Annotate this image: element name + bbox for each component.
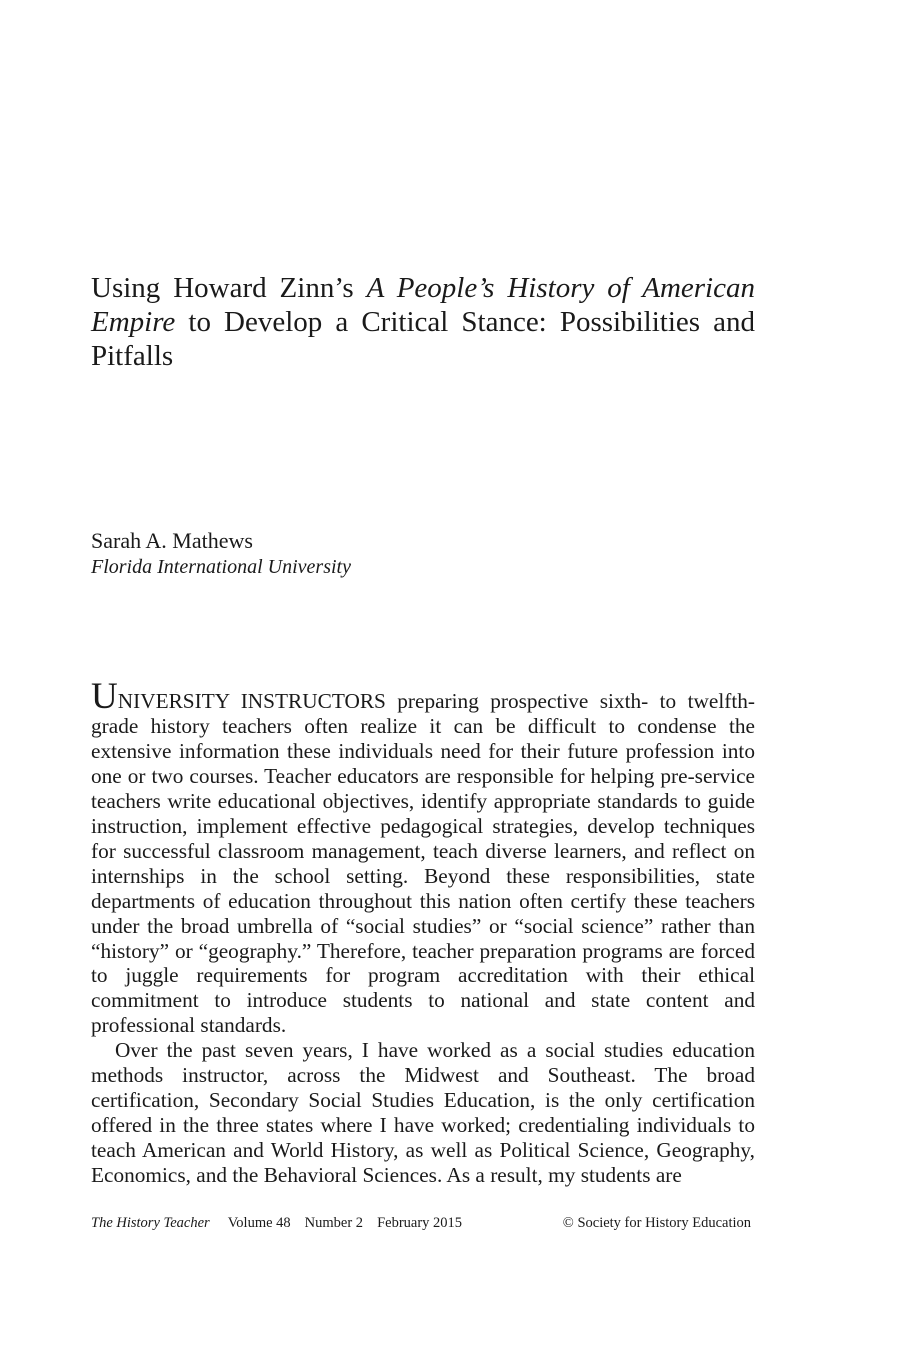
journal-volume: Volume 48: [227, 1215, 291, 1231]
drop-cap: U: [91, 676, 118, 717]
body-paragraph: [91, 676, 755, 1038]
title-part-2: to Develop a Critical Stance: Possibilities and Pitfalls: [91, 306, 755, 372]
journal-date: February 2015: [377, 1215, 463, 1231]
paragraph-text: preparing prospective sixth- to twelfth-grade history teachers often realize it can be difficult to condense the extensive information these individuals need for their future profession into one or two courses. Teacher educators are responsible for helping pre-service teachers write educational objectives, identify appropriate standards to guide instruction, implement effective pedagogical strategies, develop techniques for successful classroom management, teach diverse learners, and reflect on internships in the school setting. Beyond these responsibilities, state departments of education throughout this nation often certify these teachers under the broad umbrella of “social studies” or “social science” rather than “history” or “geography.” Therefore, teacher preparation programs are forced to juggle requirements for program accreditation with their ethical commitment to introduce students to national and state content and professional standards.: [91, 689, 755, 1038]
title-book-name: A People’s History of American Empire: [91, 272, 755, 338]
copyright-notice: © Society for History Education: [562, 1215, 751, 1231]
journal-number: Number 2: [304, 1215, 364, 1231]
author-block: [91, 527, 591, 581]
author-name: Sarah A. Mathews: [91, 528, 253, 553]
footer-citation: [91, 1214, 476, 1232]
body-paragraph: Over the past seven years, I have worked as a social studies education methods instructor, across the Midwest and Southeast. The broad certification, Secondary Social Studies Education, is the only certification offered in the three states where I have worked; credentialing individuals to teach American and World History, as well as Political Science, Geography, Economics, and the Behavioral Sciences. As a result, my students are: [91, 1038, 755, 1188]
opening-small-caps: NIVERSITY INSTRUCTORS: [117, 689, 386, 713]
journal-name: The History Teacher: [91, 1215, 210, 1231]
page-footer: [91, 1214, 751, 1232]
article-title: [91, 271, 755, 373]
author-affiliation: Florida International University: [91, 556, 351, 578]
title-part-1: Using Howard Zinn’s: [91, 272, 367, 304]
article-body: [91, 676, 755, 1188]
